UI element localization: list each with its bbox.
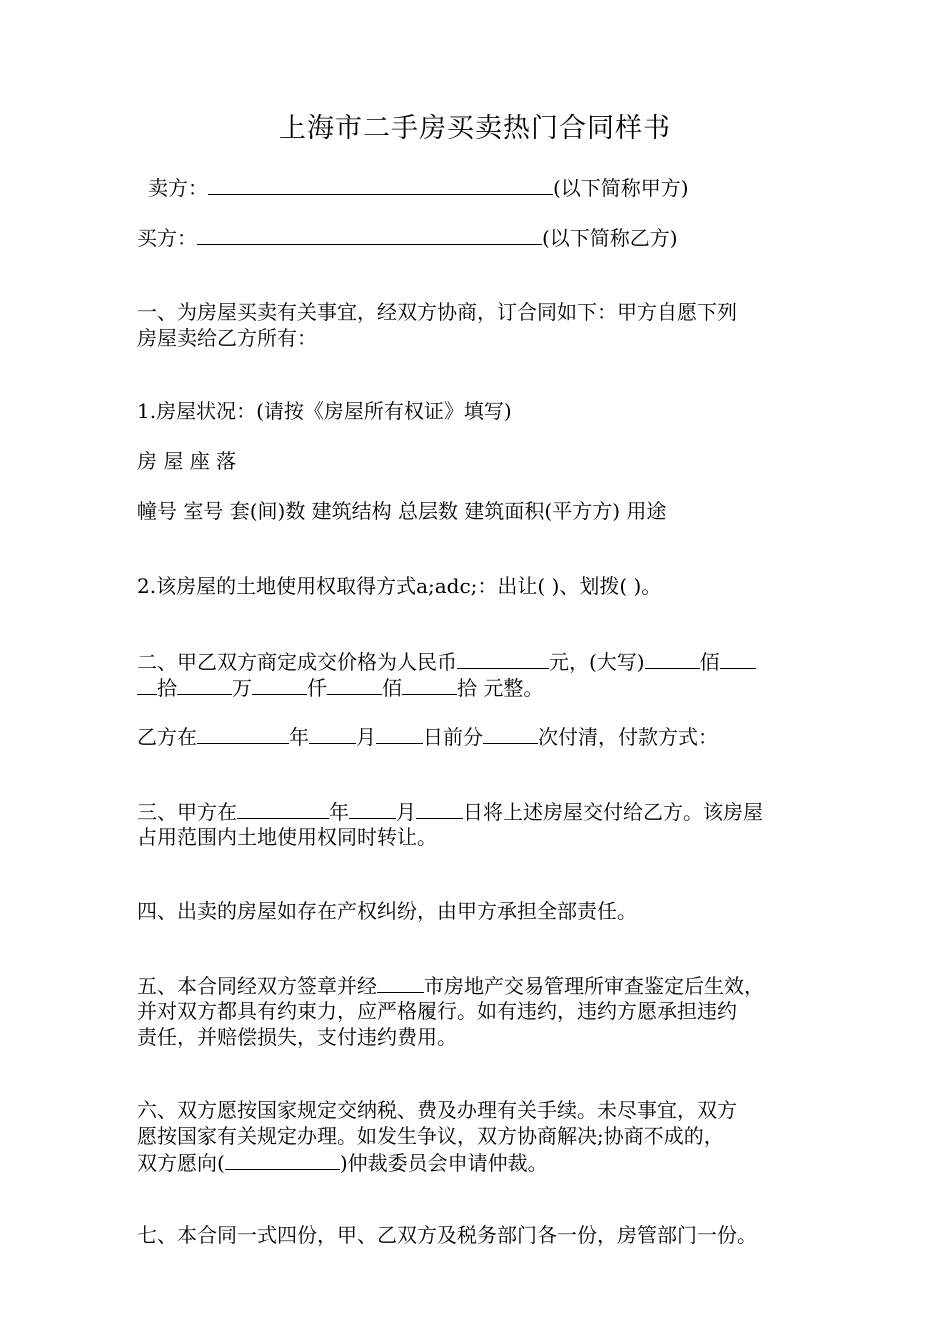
- clause-2-text-e: 万: [232, 676, 252, 700]
- item-1: 1.房屋状况：(请按《房屋所有权证》填写): [137, 399, 512, 423]
- clause-1-line-2: 房屋卖给乙方所有：: [137, 326, 317, 350]
- clause-3-text-a: 三、甲方在: [137, 800, 237, 824]
- clause-3-text-d: 日将上述房屋交付给乙方。该房屋: [463, 800, 763, 824]
- delivery-year-blank[interactable]: [237, 798, 329, 819]
- clause-2-text-c: 佰: [699, 650, 720, 674]
- bai-blank-1[interactable]: [720, 648, 756, 669]
- payment-text-a: 乙方在: [137, 725, 197, 749]
- clause-3-line-1: [137, 798, 763, 825]
- delivery-month-blank[interactable]: [349, 798, 396, 819]
- shi-blank-1[interactable]: [137, 674, 157, 695]
- clause-2-text-g: 佰: [382, 676, 402, 700]
- clause-2-text-d: 拾: [157, 676, 177, 700]
- payment-day-blank[interactable]: [376, 723, 423, 744]
- payment-line: [137, 723, 718, 750]
- clause-6-line-2: 愿按国家有关规定办理。如发生争议，双方协商解决;协商不成的，: [137, 1124, 724, 1148]
- payment-count-blank[interactable]: [483, 723, 538, 744]
- clause-6-text-a: 双方愿向(: [137, 1151, 225, 1175]
- clause-4: 四、出卖的房屋如存在产权纠纷，由甲方承担全部责任。: [137, 899, 637, 923]
- clause-3-line-2: 占用范围内土地使用权同时转让。: [137, 825, 437, 849]
- clause-3-text-c: 月: [396, 800, 416, 824]
- bai-blank-2[interactable]: [327, 674, 382, 695]
- price-blank[interactable]: [457, 648, 549, 669]
- house-location: 房 屋 座 落: [137, 449, 237, 473]
- buyer-suffix: (以下简称乙方): [542, 226, 678, 250]
- payment-year-blank[interactable]: [197, 723, 289, 744]
- payment-text-c: 月: [356, 725, 376, 749]
- buyer-label: 买方：: [137, 226, 197, 250]
- city-blank[interactable]: [377, 972, 424, 993]
- clause-2-line-2: [137, 674, 543, 701]
- shi-blank-2[interactable]: [402, 674, 457, 695]
- qian-blank[interactable]: [252, 674, 307, 695]
- clause-2-line-1: [137, 648, 756, 675]
- seller-label: 卖方：: [148, 176, 208, 200]
- clause-2-text-f: 仟: [307, 676, 327, 700]
- item-2: 2.该房屋的土地使用权取得方式a;adc;：出让( )、划拨( )。: [137, 574, 662, 598]
- page-title: 上海市二手房买卖热门合同样书: [279, 113, 671, 144]
- delivery-day-blank[interactable]: [416, 798, 463, 819]
- clause-2-text-b: 元，(大写): [549, 650, 645, 674]
- clause-6-text-b: )仲裁委员会申请仲裁。: [339, 1151, 548, 1175]
- clause-2-text-a: 二、甲乙双方商定成交价格为人民币: [137, 650, 457, 674]
- clause-3-text-b: 年: [329, 800, 349, 824]
- clause-2-text-h: 拾 元整。: [457, 676, 544, 700]
- clause-5-text-b: 市房地产交易管理所审查鉴定后生效，: [424, 974, 764, 998]
- arbitration-blank[interactable]: [225, 1149, 340, 1170]
- payment-month-blank[interactable]: [309, 723, 356, 744]
- seller-line: [148, 174, 689, 201]
- clause-1-line-1: 一、为房屋买卖有关事宜，经双方协商，订合同如下：甲方自愿下列: [137, 300, 737, 324]
- clause-6-line-1: 六、双方愿按国家规定交纳税、费及办理有关手续。未尽事宜，双方: [137, 1098, 737, 1122]
- house-columns: 幢号 室号 套(间)数 建筑结构 总层数 建筑面积(平方方) 用途: [137, 499, 667, 523]
- seller-suffix: (以下简称甲方): [553, 176, 689, 200]
- clause-6-line-3: [137, 1149, 548, 1176]
- clause-5-line-3: 责任，并赔偿损失，支付违约费用。: [137, 1025, 457, 1049]
- seller-blank[interactable]: [208, 174, 553, 195]
- payment-text-d: 日前分: [423, 725, 483, 749]
- payment-text-b: 年: [289, 725, 309, 749]
- clause-5-line-2: 并对双方都具有约束力，应严格履行。如有违约，违约方愿承担违约: [137, 999, 737, 1023]
- amount-words-blank[interactable]: [645, 648, 700, 669]
- payment-text-e: 次付清，付款方式：: [538, 725, 718, 749]
- buyer-line: [137, 224, 678, 251]
- clause-5-line-1: [137, 972, 764, 999]
- wan-blank[interactable]: [177, 674, 232, 695]
- clause-7: 七、本合同一式四份，甲、乙双方及税务部门各一份，房管部门一份。: [137, 1223, 757, 1247]
- clause-5-text-a: 五、本合同经双方签章并经: [137, 974, 377, 998]
- buyer-blank[interactable]: [197, 224, 542, 245]
